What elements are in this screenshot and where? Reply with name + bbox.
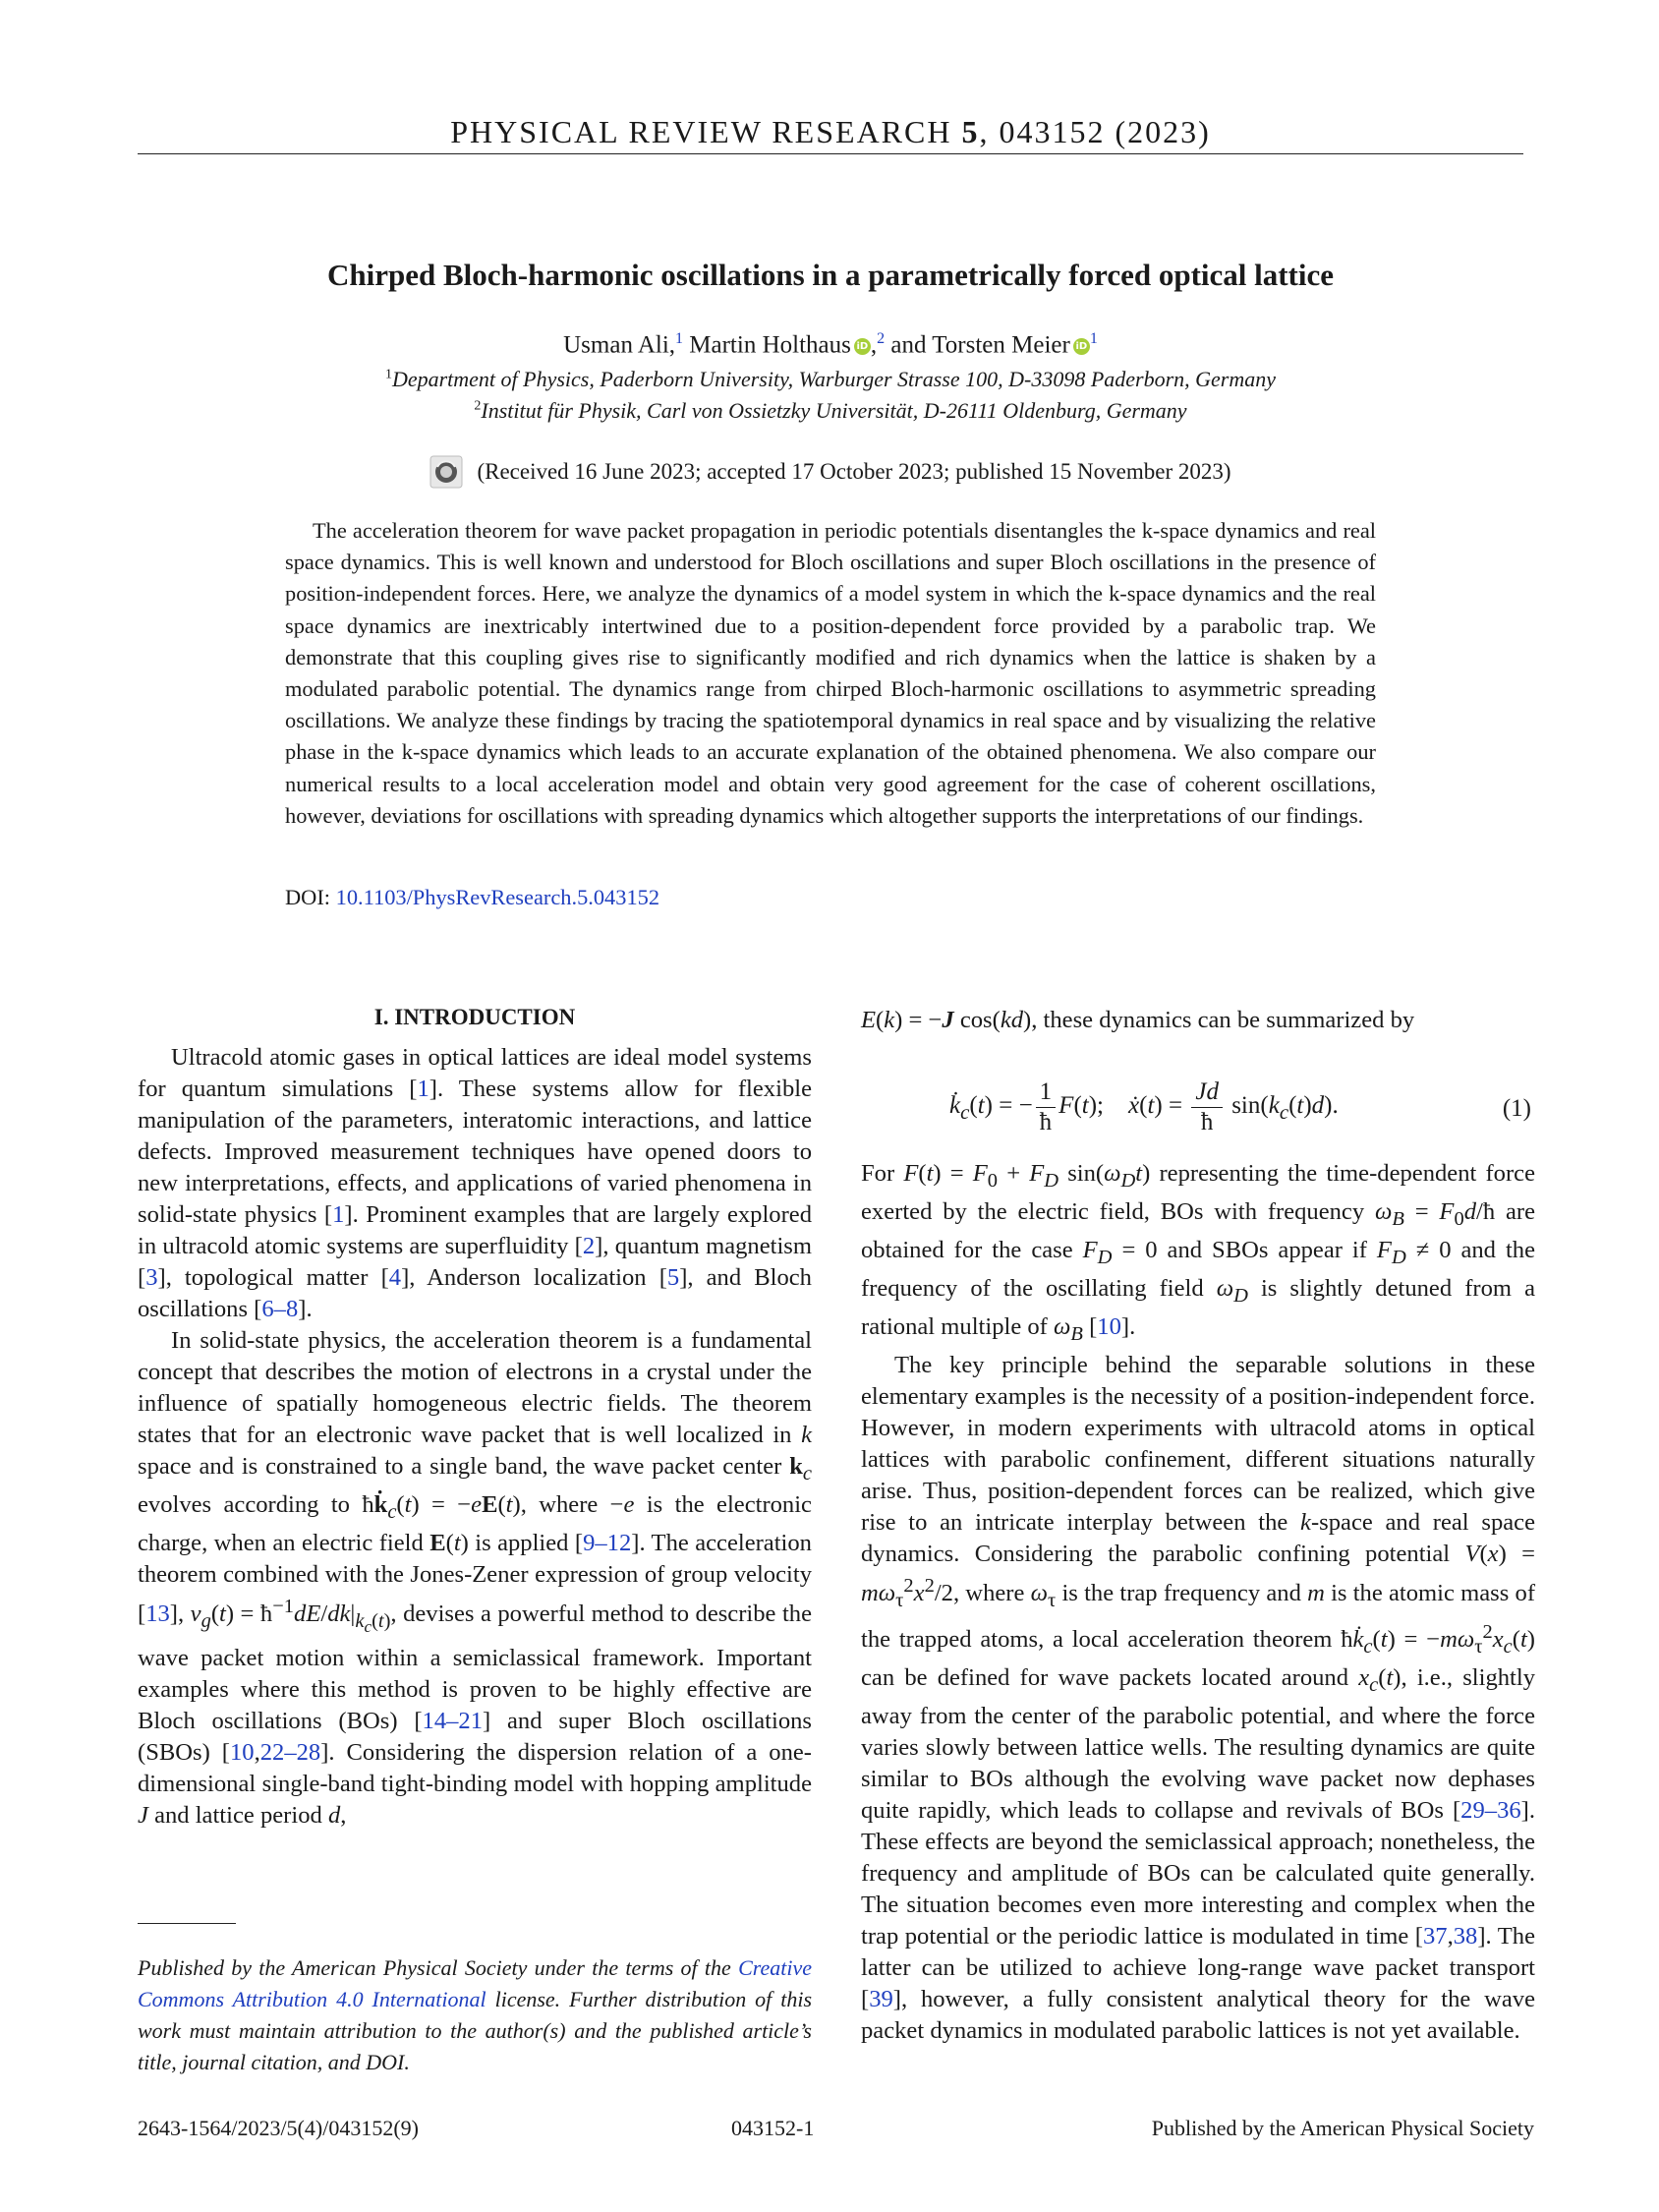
author-name[interactable]: Usman Ali bbox=[563, 331, 669, 359]
paragraph: In solid-state physics, the acceleration theorem is a fundamental concept that describes the motion of electrons in a crystal under the influence of spatially homogeneous electric fields. The theorem states that for an electronic wave packet that is well localized in k space and is constrained to a single band, the wave packet center $k_c$ evolves according to $ħk̇_c(t) = -eE(t)$, where −e is the electronic charge, when an electric field E(t) is applied [9–12]. The acceleration theorem combined with the Jones-Zener expression of group velocity [13], $v_g(t)$ = $ħ^{-1}dE/dk|_{k_c(t)}$, devises a powerful method to describe the wave packet motion within a semiclassical framework. Important examples where this method is proven to be highly effective are Bloch oscillations (BOs) [14–21] and super Bloch oscillations (SBOs) [10,22–28]. Considering the dispersion relation of a one-dimensional single-band tight-binding model with hopping amplitude J and lattice period d, bbox=[138, 1327, 813, 1829]
citation-link[interactable]: 1 bbox=[417, 1076, 429, 1102]
orcid-icon[interactable]: iD bbox=[1073, 338, 1090, 355]
footnote-text: Published by the American Physical Society under the terms of the bbox=[138, 1955, 731, 1980]
affiliation-marker[interactable]: 1 bbox=[1089, 330, 1098, 347]
right-column bbox=[861, 1005, 1535, 1036]
affiliation-number: 2 bbox=[474, 398, 482, 414]
license-footnote bbox=[138, 1952, 812, 2078]
citation-link[interactable]: 38 bbox=[1453, 1922, 1478, 1950]
right-column-body bbox=[861, 1158, 1535, 2047]
license-link[interactable]: Creative Commons Attribution 4.0 International bbox=[138, 1955, 813, 2011]
footer-page-number: 043152-1 bbox=[731, 2116, 815, 2140]
footer-publisher: Published by the American Physical Society bbox=[1151, 2116, 1534, 2140]
left-column bbox=[138, 1042, 812, 1832]
journal-volume: 5 bbox=[961, 114, 980, 149]
section-heading: I. INTRODUCTION bbox=[373, 1005, 576, 1029]
journal-name: PHYSICAL REVIEW RESEARCH bbox=[450, 114, 952, 149]
affiliation-marker[interactable]: 2 bbox=[877, 330, 886, 347]
citation-link[interactable]: 29–36 bbox=[1460, 1796, 1521, 1824]
equation-1 bbox=[861, 1072, 1535, 1160]
publication-dates-row bbox=[138, 455, 1523, 489]
paragraph: Ultracold atomic gases in optical lattices are ideal model systems for quantum simulations [1]. These systems allow for flexible manipulation of the parameters, interatomic interactions, and lattice defects. Improved measurement techniques have opened doors to new interpretations, effects, and applications of varied phenomena in solid-state physics [1]. Prominent examples that are largely explored in ultracold atomic systems are superfluidity [2], quantum magnetism [3], topological matter [4], Anderson localization [5], and Bloch oscillations [6–8]. bbox=[138, 1044, 812, 1322]
publication-dates: (Received 16 June 2023; accepted 17 October 2023; published 15 November 2023) bbox=[477, 459, 1231, 484]
affiliation-text: Institut für Physik, Carl von Ossietzky Universität, D-26111 Oldenburg, Germany bbox=[481, 398, 1187, 423]
citation-link[interactable]: 1 bbox=[332, 1201, 345, 1228]
citation-link[interactable]: 39 bbox=[869, 1985, 893, 2012]
journal-citation: , 043152 (2023) bbox=[979, 114, 1211, 149]
citation-link[interactable]: 4 bbox=[388, 1264, 402, 1291]
citation-link[interactable]: 22–28 bbox=[259, 1739, 321, 1766]
affiliation bbox=[138, 367, 1523, 392]
doi-link[interactable]: 10.1103/PhysRevResearch.5.043152 bbox=[335, 885, 660, 909]
header-rule bbox=[138, 153, 1523, 154]
paper-title: Chirped Bloch-harmonic oscillations in a parametrically forced optical lattice bbox=[326, 258, 1335, 292]
citation-link[interactable]: 14–21 bbox=[422, 1708, 483, 1734]
citation-link[interactable]: 6–8 bbox=[261, 1296, 299, 1322]
affiliation-marker[interactable]: 1 bbox=[675, 330, 684, 347]
citation-link[interactable]: 10 bbox=[229, 1739, 255, 1766]
paragraph-continuation: E(k) = −J cos(kd), these dynamics can be summarized by bbox=[861, 1007, 1415, 1033]
doi-label: DOI: bbox=[285, 885, 331, 909]
fraction: $\frac{Jd}{ħ}$ bbox=[1191, 1077, 1223, 1137]
affiliation-number: 1 bbox=[384, 367, 392, 382]
journal-header bbox=[138, 114, 1523, 150]
author-name[interactable]: Martin Holthaus bbox=[689, 331, 851, 359]
orcid-icon[interactable]: iD bbox=[854, 338, 871, 355]
check-for-updates-icon[interactable] bbox=[429, 455, 463, 489]
paragraph: The key principle behind the separable solutions in these elementary examples is the necessity of a position-independent force. However, in modern experiments with ultracold atoms in optical lattices with parabolic confinement, different situations naturally arise. Thus, position-dependent forces can be realized, which give rise to an intricate interplay between the k-space and real space dynamics. Considering the parabolic confining potential $V(x) = m\omega_\tau^2x^2/2$, where $\omega_\tau$ is the trap frequency and m is the atomic mass of the trapped atoms, a local acceleration theorem $ħk̇_c(t) = -m\omega_\tau^2x_c(t)$ can be defined for wave packets located around $x_c(t)$, i.e., slightly away from the center of the parabolic potential, and where the force varies slowly between lattice wells. The resulting dynamics are quite similar to BOs although the evolving wave packet now dephases quite rapidly, which leads to collapse and revivals of BOs [29–36]. These effects are beyond the semiclassical approach; nonetheless, the frequency and amplitude of BOs can be calculated quite generally. The situation becomes even more interesting and complex when the trap potential or the periodic lattice is modulated in time [37,38]. The latter can be utilized to achieve long-range wave packet transport [39], however, a fully consistent analytical theory for the wave packet dynamics in modulated parabolic lattices is not yet available. bbox=[861, 1351, 1536, 2044]
equation-body: $k̇_c(t)$ = − $\frac{1}{ħ}$ F(t); ẋ(t) = $\frac{Jd}{ħ}$ $\sin(k_c(t)d)$. bbox=[949, 1078, 1339, 1135]
footnote-text: license. Further distribution of this work must maintain attribution to the author(s) and the published article’s title, journal citation, and DOI. bbox=[138, 1987, 812, 2074]
affiliation-text: Department of Physics, Paderborn University, Warburger Strasse 100, D-33098 Paderborn, Germany bbox=[391, 367, 1277, 391]
affiliation bbox=[138, 398, 1523, 424]
footnote-rule bbox=[138, 1923, 236, 1924]
author-list: Usman Ali,$^1$ Martin Holthaus iD ,$^2$ and Torsten Meier iD $^1$ bbox=[563, 330, 1098, 359]
paragraph: For $F(t) = F_0 + F_D$ $\sin(\omega_Dt)$ representing the time-dependent force exerted by the electric field, BOs with frequency $\omega_B$ = $F_0d/ħ$ are obtained for the case $F_D = 0$ and SBOs appear if $F_D \ne 0$ and the frequency of the oscillating field $\omega_D$ is slightly detuned from a rational multiple of $\omega_B$ [10]. bbox=[861, 1160, 1536, 1345]
author-joiner: and bbox=[890, 331, 927, 359]
fraction: $\frac{1}{ħ}$ bbox=[1036, 1077, 1057, 1137]
citation-link[interactable]: 13 bbox=[145, 1601, 170, 1627]
abstract: The acceleration theorem for wave packet propagation in periodic potentials disentangles the k-space dynamics and real space dynamics. This is well known and understood for Bloch oscillations and super Bloch oscillations in the presence of position-independent forces. Here, we analyze the dynamics of a model system in which the k-space dynamics and the real space dynamics are inextricably intertwined due to a position-dependent force provided by a parabolic trap. We demonstrate that this coupling gives rise to significantly modified and rich dynamics when the lattice is shaken by a modulated parabolic potential. The dynamics range from chirped Bloch-harmonic oscillations to asymmetric spreading oscillations. We analyze these findings by tracing the spatiotemporal dynamics in real space and by visualizing the relative phase in the k-space dynamics which leads to an accurate explanation of the obtained phenomena. We also compare our numerical results to a local acceleration model and obtain very good agreement for the case of coherent oscillations, however, deviations for oscillations with spreading dynamics which altogether supports the interpretations of our findings. bbox=[285, 518, 1376, 828]
citation-link[interactable]: 37 bbox=[1423, 1922, 1448, 1950]
citation-link[interactable]: 3 bbox=[145, 1264, 158, 1291]
author-name[interactable]: Torsten Meier bbox=[932, 331, 1070, 359]
footer-issn: 2643-1564/2023/5(4)/043152(9) bbox=[138, 2116, 419, 2140]
citation-link[interactable]: 9–12 bbox=[583, 1529, 632, 1556]
citation-link[interactable]: 10 bbox=[1097, 1312, 1121, 1340]
citation-link[interactable]: 2 bbox=[582, 1233, 596, 1259]
equation-number: (1) bbox=[1502, 1095, 1531, 1122]
doi-line bbox=[285, 885, 659, 910]
citation-link[interactable]: 5 bbox=[666, 1264, 680, 1291]
